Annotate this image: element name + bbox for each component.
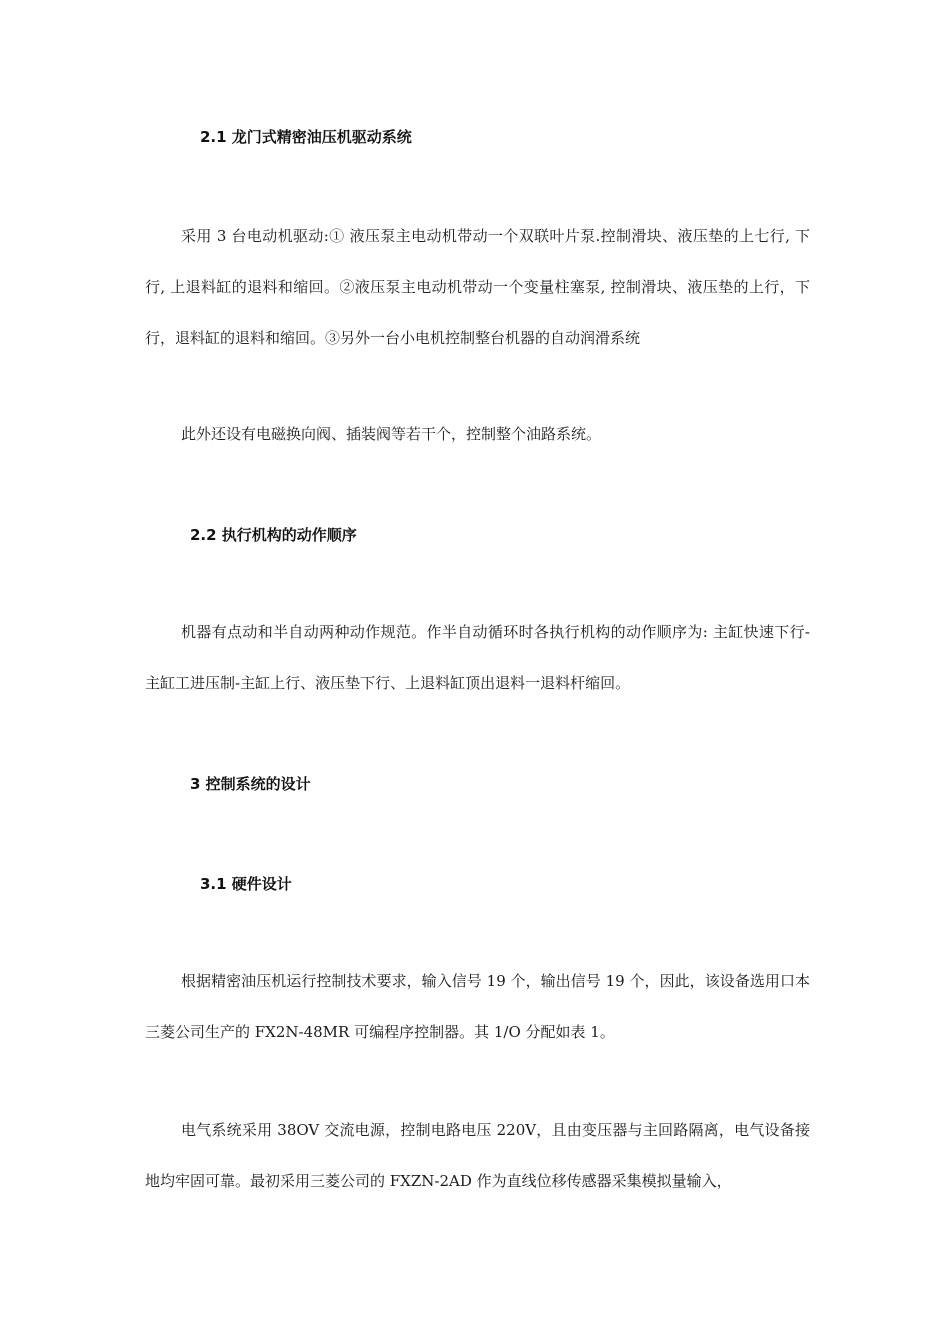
paragraph-drive-system: 采用 3 台电动机驱动:① 液压泵主电动机带动一个双联叶片泵.控制滑块、液压垫的上七行, 下行, 上退料缸的退料和缩回。②液压泵主电动机带动一个变量柱塞泵, 控制滑块、液压垫的上行，下行，退料缸的退料和缩回。③另外一台小电机控制整台机器的自动润滑系统 (145, 227, 810, 347)
paragraph-power-system: 电气系统采用 38OV 交流电源，控制电路电压 220V，且由变压器与主回路隔离，电气设备接地均牢固可靠。最初采用三菱公司的 FXZN-2AD 作为直线位移传感器采集模拟量输入， (145, 1121, 810, 1190)
section-heading-3: 3 控制系统的设计 (190, 775, 311, 793)
paragraph-valves: 此外还设有电磁换向阀、插装阀等若干个，控制整个油路系统。 (181, 425, 602, 443)
section-heading-3-1: 3.1 硬件设计 (200, 875, 292, 893)
paragraph-hardware-design: 根据精密油压机运行控制技术要求，输入信号 19 个，输出信号 19 个，因此，该设备选用口本三菱公司生产的 FX2N-48MR 可编程序控制器。其 1/O 分配如表 1。 (145, 972, 810, 1041)
section-heading-2-1: 2.1 龙门式精密油压机驱动系统 (200, 128, 412, 146)
paragraph-action-sequence: 机器有点动和半自动两种动作规范。作半自动循环时各执行机构的动作顺序为: 主缸快速下行-主缸工进压制-主缸上行、液压垫下行、上退料缸顶出退料一退料杆缩回。 (145, 623, 810, 692)
section-heading-2-2: 2.2 执行机构的动作顺序 (190, 526, 357, 544)
